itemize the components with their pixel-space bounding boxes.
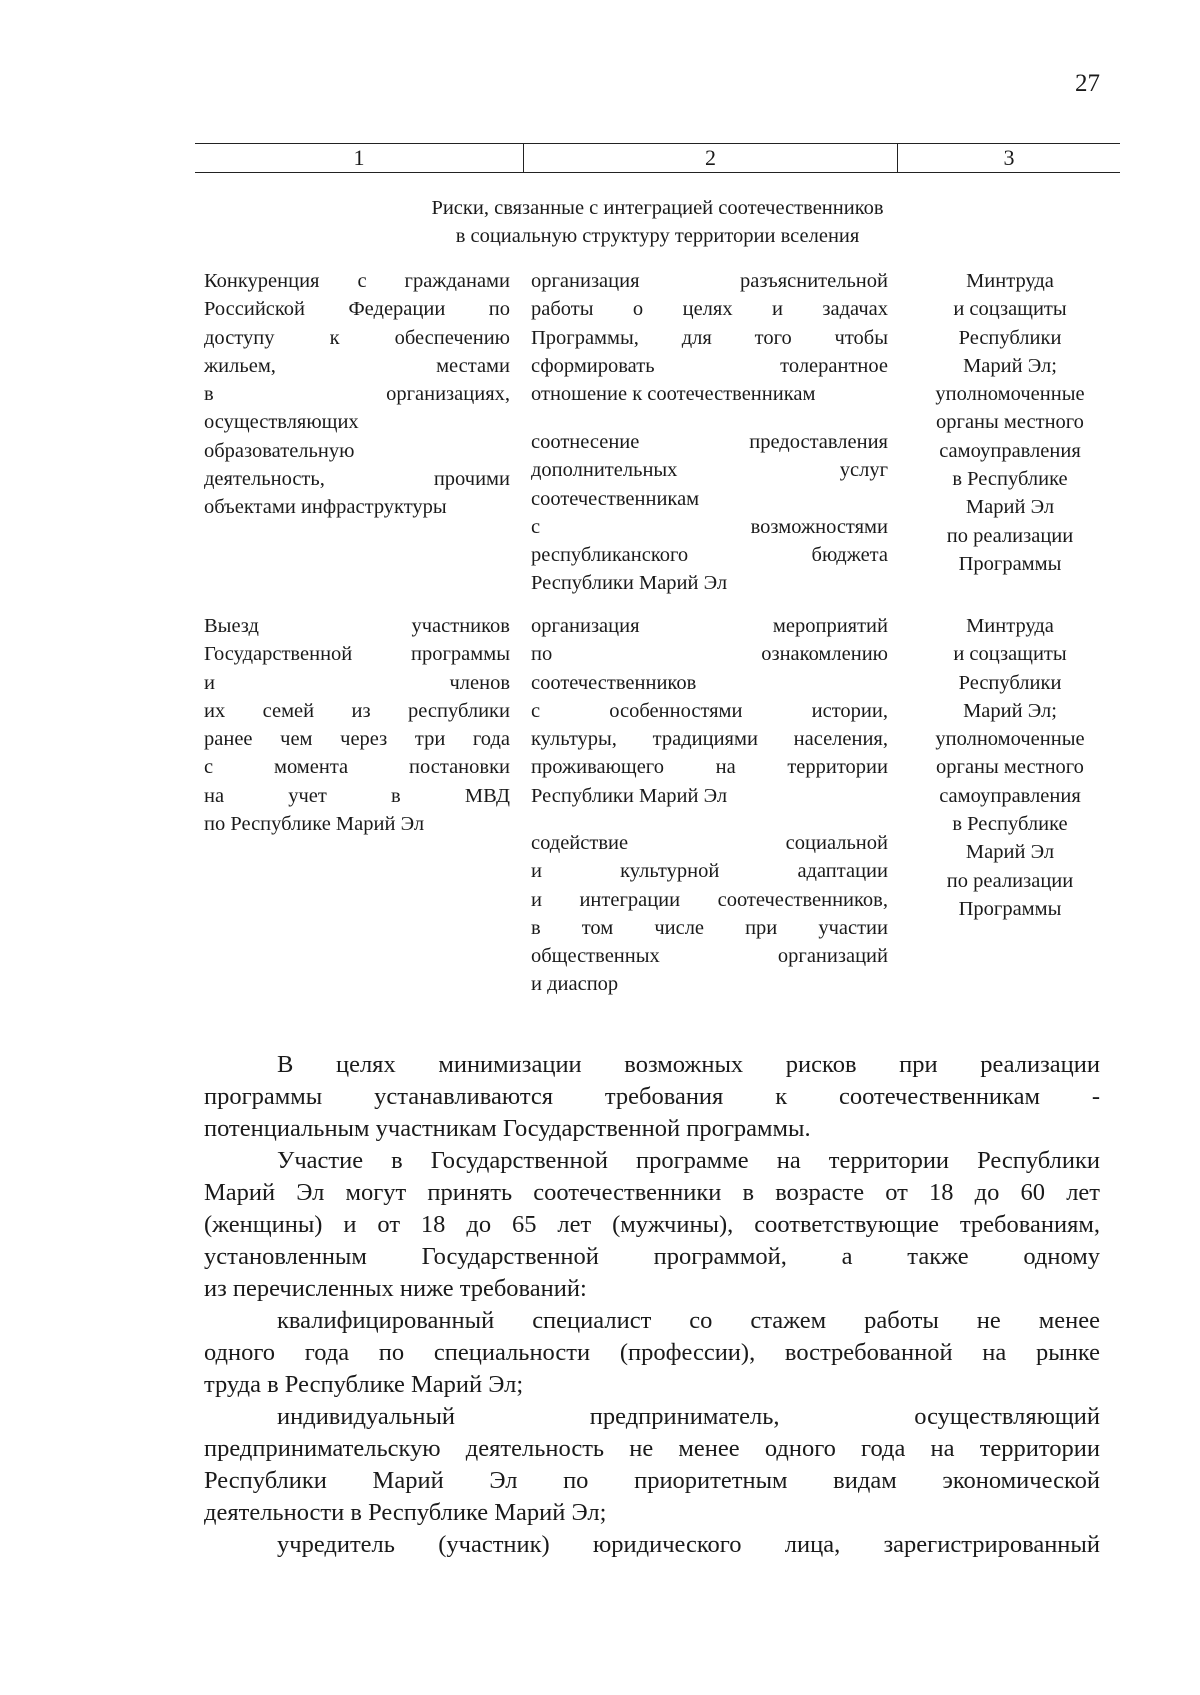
text-line: отношение к соотечественникам [531, 383, 816, 406]
text-line: общественных организаций [531, 945, 888, 968]
text-line: и соцзащиты [953, 643, 1067, 666]
text-line: Минтруда [966, 270, 1054, 292]
text-line: одного года по специальности (профессии), востребованной на рынке [204, 1339, 1100, 1366]
text-line: Марий Эл могут принять соотечественники в возрасте от 18 до 60 лет [204, 1179, 1100, 1206]
text-line: объектами инфраструктуры [204, 496, 447, 519]
measure-cell [531, 267, 888, 408]
page-number: 27 [1075, 70, 1100, 97]
text-line: и диаспор [531, 973, 619, 996]
text-line: дополнительных услуг [531, 459, 888, 482]
column-number-3: 3 [1003, 145, 1015, 170]
text-line: и членов [204, 671, 510, 694]
text-line: с возможностями [531, 515, 888, 538]
text-line: Марий Эл [965, 841, 1055, 864]
text-line: соотечественников [531, 671, 697, 694]
text-line: программы устанавливаются требования к соотечественникам - [204, 1083, 1100, 1110]
text-line: Республики Марий Эл по приоритетным видам экономической [204, 1467, 1100, 1494]
section-heading-line: Риски, связанные с интеграцией соотечественников [431, 197, 884, 219]
text-line: по Республике Марий Эл [204, 813, 425, 836]
text-line: Марий Эл; [963, 354, 1057, 377]
text-line: самоуправления [939, 784, 1081, 807]
risk-cell [204, 267, 510, 522]
text-line: в Республике [952, 813, 1068, 836]
text-line: деятельность, прочими [204, 468, 510, 491]
text-line: индивидуальный предприниматель, осуществляющий [277, 1403, 1100, 1430]
text-line: осуществляющих [204, 411, 359, 434]
text-line: уполномоченные [935, 728, 1085, 751]
text-line: в организациях, [204, 383, 510, 406]
text-line: на учет в МВД [204, 784, 510, 807]
text-line: культуры, традициями населения, [531, 728, 888, 751]
measure-cell [531, 428, 888, 598]
table-column-numbers [195, 143, 1120, 173]
text-line: организация мероприятий [531, 615, 888, 637]
text-line: Республики Марий Эл [531, 784, 728, 807]
text-line: предпринимательскую деятельность не менее одного года на территории [204, 1435, 1100, 1462]
text-line: с особенностями истории, [531, 699, 888, 722]
column-number-1: 1 [195, 144, 524, 172]
text-line: сформировать толерантное [531, 354, 888, 377]
body-paragraph [204, 1305, 1100, 1401]
text-line: образовательную [204, 439, 355, 462]
responsible-cell [910, 612, 1110, 923]
text-line: В целях минимизации возможных рисков при реализации [277, 1051, 1100, 1078]
text-line: потенциальным участникам Государственной программы. [204, 1115, 811, 1142]
text-line: Минтруда [966, 615, 1054, 637]
text-line: самоуправления [939, 439, 1081, 462]
text-line: Выезд участников [204, 615, 510, 637]
text-line: Программы [958, 897, 1062, 920]
responsible-cell [910, 267, 1110, 578]
text-line: в Республике [952, 468, 1068, 491]
body-paragraph [204, 1145, 1100, 1305]
text-line: и интеграции соотечественников, [531, 888, 888, 911]
text-line: Программы [958, 552, 1062, 575]
text-line: по реализации [946, 869, 1074, 892]
text-line: Программы, для того чтобы [531, 326, 888, 349]
measure-cell [531, 612, 888, 810]
text-line: квалифицированный специалист со стажем работы не менее [277, 1307, 1100, 1334]
text-line: организация разъяснительной [531, 270, 888, 292]
section-heading-line: в социальную структуру территории вселения [455, 225, 860, 247]
risk-cell [204, 612, 510, 838]
text-line: соотечественникам [531, 487, 700, 510]
text-line: уполномоченные [935, 383, 1085, 406]
text-line: Конкуренция с гражданами [204, 270, 510, 292]
text-line: их семей из республики [204, 699, 510, 722]
text-line: Российской Федерации по [204, 298, 510, 321]
text-line: доступу к обеспечению [204, 326, 510, 349]
body-paragraph [204, 1401, 1100, 1529]
text-line: Марий Эл [965, 496, 1055, 519]
text-line: соотнесение предоставления [531, 431, 888, 453]
text-line: из перечисленных ниже требований: [204, 1275, 587, 1302]
body-paragraph [204, 1049, 1100, 1145]
column-number-2: 2 [524, 144, 898, 172]
text-line: и соцзащиты [953, 298, 1067, 321]
body-paragraph [204, 1529, 1100, 1561]
text-line: в том числе при участии [531, 916, 888, 939]
text-line: ранее чем через три года [204, 728, 510, 751]
text-line: Республики Марий Эл [531, 572, 728, 595]
text-line: работы о целях и задачах [531, 298, 888, 321]
text-line: проживающего на территории [531, 756, 888, 779]
text-line: (женщины) и от 18 до 65 лет (мужчины), соответствующие требованиям, [204, 1211, 1100, 1238]
text-line: Участие в Государственной программе на территории Республики [277, 1147, 1100, 1174]
section-heading [195, 194, 1120, 250]
measure-cell [531, 829, 888, 999]
text-line: республиканского бюджета [531, 544, 888, 567]
text-line: органы местного [936, 411, 1084, 434]
text-line: по ознакомлению [531, 643, 888, 666]
text-line: и культурной адаптации [531, 860, 888, 883]
text-line: установленным Государственной программой, а также одному [204, 1243, 1100, 1270]
text-line: Государственной программы [204, 643, 510, 666]
text-line: по реализации [946, 524, 1074, 547]
text-line: содействие социальной [531, 832, 888, 854]
text-line: деятельности в Республике Марий Эл; [204, 1499, 607, 1526]
text-line: Республики [958, 326, 1062, 349]
text-line: органы местного [936, 756, 1084, 779]
text-line: с момента постановки [204, 756, 510, 779]
text-line: Республики [958, 671, 1062, 694]
text-line: учредитель (участник) юридического лица, зарегистрированный [277, 1531, 1100, 1558]
text-line: труда в Республике Марий Эл; [204, 1371, 524, 1398]
text-line: Марий Эл; [963, 699, 1057, 722]
text-line: жильем, местами [204, 354, 510, 377]
